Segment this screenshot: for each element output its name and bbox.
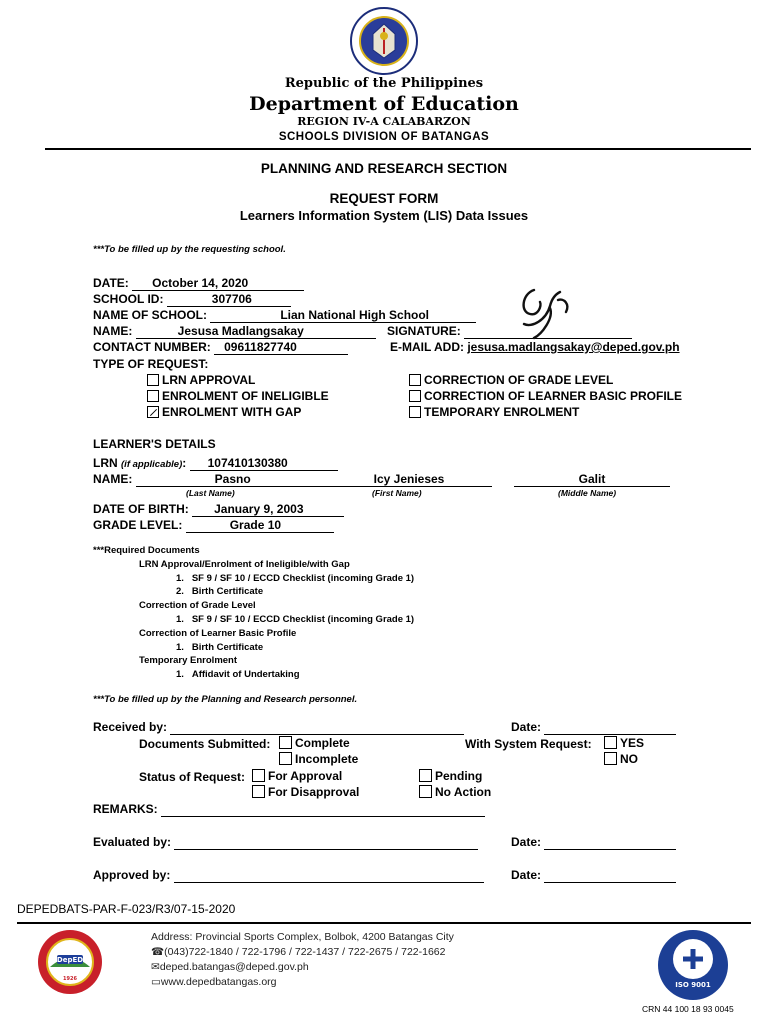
req-item: 1. Birth Certificate [176, 642, 264, 653]
contact-row [93, 340, 348, 355]
school-id-row [93, 292, 291, 307]
checkbox[interactable] [252, 785, 265, 798]
contact-label: CONTACT NUMBER: [93, 340, 211, 354]
region-line: REGION IV-A CALABARZON [297, 115, 471, 128]
form-title: REQUEST FORM [329, 191, 439, 206]
approved-date-line[interactable] [544, 868, 676, 883]
school-name-value[interactable]: Lian National High School [210, 308, 476, 323]
approved-label: Approved by: [93, 868, 171, 882]
req-group-1: LRN Approval/Enrolment of Ineligible/with Gap [139, 559, 350, 570]
grade-row [93, 518, 334, 533]
svg-text:1926: 1926 [63, 976, 77, 982]
last-name-value[interactable]: Pasno [136, 472, 330, 487]
req-item: 1. Affidavit of Undertaking [176, 669, 300, 680]
checkbox-label: Incomplete [295, 752, 359, 766]
first-name-value[interactable]: Icy Jenieses [326, 472, 492, 487]
checkbox-label: No Action [435, 785, 492, 799]
docs-complete[interactable] [279, 736, 350, 750]
school-name-row [93, 308, 476, 323]
dob-label: DATE OF BIRTH: [93, 502, 189, 516]
req-item: 1. SF 9 / SF 10 / ECCD Checklist (incoming Grade 1) [176, 614, 415, 625]
status-pending[interactable] [419, 769, 482, 783]
checkbox[interactable] [409, 374, 421, 386]
checkbox-label: Pending [435, 769, 483, 783]
form-subtitle: Learners Information System (LIS) Data Issues [239, 208, 529, 223]
type-grade-level[interactable] [409, 373, 613, 387]
req-group-4: Temporary Enrolment [139, 655, 238, 666]
received-date-line[interactable] [544, 720, 676, 735]
checkbox-label: YES [620, 736, 645, 750]
approved-date-row [511, 868, 676, 883]
date-label: Date: [511, 868, 542, 882]
signature-image [512, 284, 576, 342]
checkbox[interactable] [279, 736, 292, 749]
checkbox[interactable] [279, 752, 292, 765]
footer-divider [17, 922, 751, 924]
status-no-action[interactable] [419, 785, 491, 799]
received-by-row [93, 720, 464, 735]
req-item: 1. SF 9 / SF 10 / ECCD Checklist (incoming Grade 1) [176, 573, 415, 584]
checkbox-label: NO [620, 752, 638, 766]
evaluated-row [93, 835, 478, 850]
dob-row [93, 502, 344, 517]
date-value[interactable]: October 14, 2020 [132, 276, 304, 291]
grade-label: GRADE LEVEL: [93, 518, 183, 532]
footer-phones: ☎(043)722-1840 / 722-1796 / 722-1437 / 722-2675 / 722-1662 [151, 946, 446, 958]
header-divider [45, 148, 751, 150]
type-temporary[interactable] [409, 405, 579, 419]
status-disapproval[interactable] [252, 785, 359, 799]
checkbox-label: ENROLMENT OF INELIGIBLE [162, 389, 329, 403]
status-label: Status of Request: [139, 770, 246, 784]
dob-value[interactable]: January 9, 2003 [192, 502, 344, 517]
phone-icon: ☎ [151, 946, 165, 958]
checkbox-label: TEMPORARY ENROLMENT [424, 405, 580, 419]
email-label: E-MAIL ADD: [390, 340, 464, 354]
mail-icon: ✉ [151, 961, 160, 973]
middle-name-value[interactable]: Galit [514, 472, 670, 487]
email-row [390, 340, 680, 354]
crn-number: CRN 44 100 18 93 0045 [642, 1004, 734, 1014]
learner-name-label: NAME: [93, 472, 133, 486]
svg-text:DepED: DepED [56, 956, 84, 964]
school-id-value[interactable]: 307706 [167, 292, 291, 307]
deped-seal [349, 6, 419, 76]
middle-name-field[interactable] [514, 472, 670, 487]
checkbox[interactable] [419, 769, 432, 782]
system-no[interactable] [604, 752, 638, 766]
type-with-gap[interactable] [147, 405, 301, 419]
evaluated-label: Evaluated by: [93, 835, 172, 849]
form-code: DEPEDBATS-PAR-F-023/R3/07-15-2020 [17, 902, 236, 916]
checkbox-label: CORRECTION OF GRADE LEVEL [424, 373, 614, 387]
date-row [93, 276, 304, 291]
date-label: Date: [511, 720, 542, 734]
type-lrn-approval[interactable] [147, 373, 255, 387]
lrn-value[interactable]: 107410130380 [190, 456, 338, 471]
middle-name-caption: (Middle Name) [558, 488, 617, 498]
department-title: Department of Education [249, 93, 519, 115]
evaluated-line[interactable] [174, 835, 478, 850]
signature-row [387, 324, 632, 339]
req-group-3: Correction of Learner Basic Profile [139, 628, 297, 639]
note-personnel: ***To be filled up by the Planning and Research personnel. [93, 694, 358, 705]
footer-website[interactable]: ▭www.depedbatangas.org [151, 976, 277, 988]
approved-line[interactable] [174, 868, 484, 883]
lrn-row: LRN (if applicable): 107410130380 [93, 456, 338, 471]
remarks-line[interactable] [161, 802, 485, 817]
school-id-label: SCHOOL ID: [93, 292, 164, 306]
remarks-label: REMARKS: [93, 802, 158, 816]
checkbox[interactable] [604, 752, 617, 765]
evaluated-date-line[interactable] [544, 835, 676, 850]
name-row [93, 324, 376, 339]
type-ineligible[interactable] [147, 389, 329, 403]
checkbox[interactable] [252, 769, 265, 782]
division-seal [37, 929, 103, 995]
checkbox[interactable] [409, 390, 421, 402]
evaluated-date-row [511, 835, 676, 850]
approved-row [93, 868, 484, 883]
received-by-line[interactable] [170, 720, 464, 735]
email-value[interactable]: jesusa.madlangsakay@deped.gov.ph [467, 340, 680, 354]
learner-heading: LEARNER'S DETAILS [93, 437, 216, 451]
type-basic-profile[interactable] [409, 389, 682, 403]
school-name-label: NAME OF SCHOOL: [93, 308, 207, 322]
tuv-iso-logo [657, 929, 729, 1001]
checkbox-label: LRN APPROVAL [162, 373, 256, 387]
division-line: SCHOOLS DIVISION OF BATANGAS [278, 131, 490, 143]
type-label: TYPE OF REQUEST: [93, 357, 209, 371]
req-group-2: Correction of Grade Level [139, 600, 256, 611]
checkbox-label: For Disapproval [268, 785, 360, 799]
signature-label: SIGNATURE: [387, 324, 461, 338]
checkbox-checked[interactable] [147, 406, 159, 418]
name-value[interactable]: Jesusa Madlangsakay [136, 324, 376, 339]
footer-email: ✉deped.batangas@deped.gov.ph [151, 961, 309, 973]
with-system-label: With System Request: [465, 737, 592, 751]
date-label: DATE: [93, 276, 129, 290]
date-label: Date: [511, 835, 542, 849]
svg-text:ISO 9001: ISO 9001 [675, 981, 711, 989]
footer-address: Address: Provincial Sports Complex, Bolbok, 4200 Batangas City [151, 931, 454, 943]
republic-line: Republic of the Philippines [284, 76, 484, 91]
name-label: NAME: [93, 324, 133, 338]
lrn-label: LRN [93, 456, 118, 470]
checkbox-label: CORRECTION OF LEARNER BASIC PROFILE [424, 389, 683, 403]
computer-icon: ▭ [151, 976, 161, 988]
first-name-field[interactable] [326, 472, 492, 487]
lrn-note: (if applicable) [121, 459, 183, 470]
checkbox[interactable] [419, 785, 432, 798]
docs-incomplete[interactable] [279, 752, 358, 766]
received-by-label: Received by: [93, 720, 168, 734]
checkbox[interactable] [147, 390, 159, 402]
learner-name-row [93, 472, 330, 487]
first-name-caption: (First Name) [372, 488, 422, 498]
checkbox-label: ENROLMENT WITH GAP [162, 405, 302, 419]
note-school: ***To be filled up by the requesting school. [93, 244, 286, 255]
system-yes[interactable] [604, 736, 644, 750]
remarks-row [93, 802, 485, 817]
last-name-caption: (Last Name) [186, 488, 235, 498]
checkbox[interactable] [409, 406, 421, 418]
checkbox-label: For Approval [268, 769, 343, 783]
section-title: PLANNING AND RESEARCH SECTION [260, 161, 508, 176]
checkbox[interactable] [147, 374, 159, 386]
req-item: 2. Birth Certificate [176, 586, 264, 597]
contact-value[interactable]: 09611827740 [214, 340, 348, 355]
checkbox-label: Complete [295, 736, 350, 750]
checkbox[interactable] [604, 736, 617, 749]
required-docs-heading: ***Required Documents [93, 545, 200, 556]
docs-submitted-label: Documents Submitted: [139, 737, 271, 751]
status-approval[interactable] [252, 769, 342, 783]
received-date-row [511, 720, 676, 735]
grade-value[interactable]: Grade 10 [186, 518, 334, 533]
